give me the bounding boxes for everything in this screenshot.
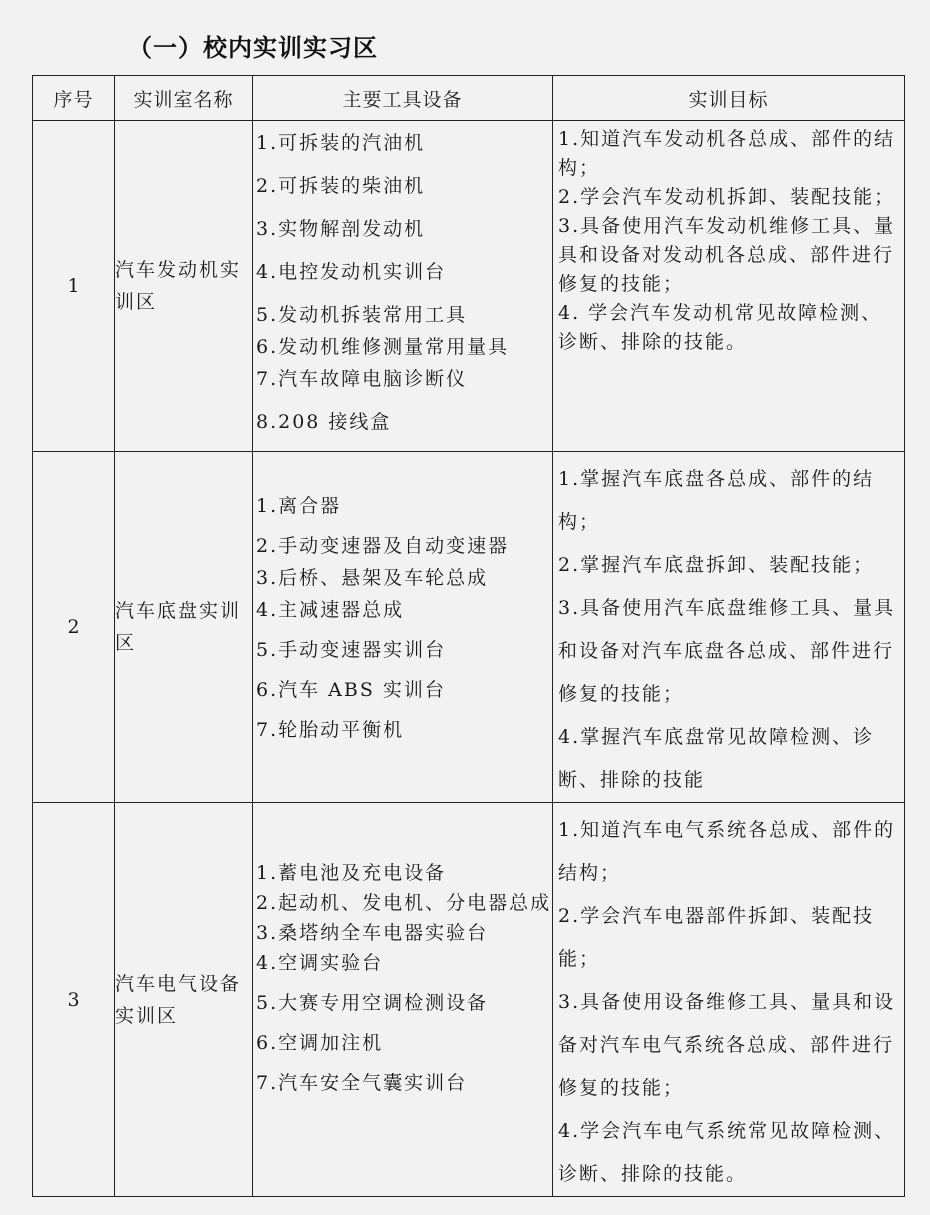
list-item: 1.知道汽车电气系统各总成、部件的结构；: [558, 819, 896, 884]
table-header-row: [33, 76, 905, 121]
list-item: 6.发动机维修测量常用量具: [256, 336, 510, 358]
list-item: 4.主减速器总成: [256, 599, 405, 621]
goals-cell: [553, 452, 905, 803]
list-item: 4.电控发动机实训台: [256, 261, 447, 283]
list-item: 2.起动机、发电机、分电器总成: [256, 892, 552, 914]
list-item: 1.可拆装的汽油机: [256, 132, 426, 154]
section-title: （一）校内实训实习区: [128, 34, 378, 62]
goals-list: [553, 803, 904, 1196]
list-item: 5.大赛专用空调检测设备: [256, 992, 489, 1014]
list-item: 4.空调实验台: [256, 952, 384, 974]
list-item: 6.空调加注机: [256, 1032, 384, 1054]
list-item: 2.学会汽车发动机拆卸、装配技能；: [558, 186, 896, 208]
goals-cell: [553, 121, 905, 452]
list-item: 5.发动机拆装常用工具: [256, 304, 468, 326]
equipment-list: [253, 121, 552, 436]
list-item: 3.后桥、悬架及车轮总成: [256, 567, 489, 589]
list-item: 4.学会汽车电气系统常见故障检测、诊断、排除的技能。: [558, 1120, 896, 1185]
row-index: 3: [33, 803, 115, 1197]
list-item: 7.轮胎动平衡机: [256, 719, 405, 741]
equipment-cell: [253, 452, 553, 803]
room-name: 汽车发动机实训区: [115, 121, 253, 452]
list-item: 2.学会汽车电器部件拆卸、装配技能；: [558, 905, 875, 970]
row-index: 1: [33, 121, 115, 452]
room-name: 汽车电气设备实训区: [115, 803, 253, 1197]
list-item: 7.汽车安全气囊实训台: [256, 1072, 468, 1094]
equipment-cell: [253, 121, 553, 452]
training-facilities-table: [32, 75, 905, 1197]
goals-list: [553, 452, 904, 802]
list-item: 3.具备使用汽车发动机维修工具、量具和设备对发动机各总成、部件进行修复的技能；: [558, 215, 896, 295]
list-item: 3.实物解剖发动机: [256, 218, 426, 240]
header-training-goals: 实训目标: [553, 76, 905, 121]
equipment-list: [253, 803, 552, 1097]
header-main-equipment: 主要工具设备: [253, 76, 553, 121]
list-item: 1.蓄电池及充电设备: [256, 862, 447, 884]
table-row: [33, 452, 905, 803]
goals-list: [553, 121, 904, 357]
list-item: 4.掌握汽车底盘常见故障检测、诊断、排除的技能: [558, 726, 875, 791]
equipment-cell: [253, 803, 553, 1197]
list-item: 1.掌握汽车底盘各总成、部件的结构；: [558, 468, 875, 533]
list-item: 2.手动变速器及自动变速器: [256, 535, 510, 557]
header-index: 序号: [33, 76, 115, 121]
list-item: 4. 学会汽车发动机常见故障检测、诊断、排除的技能。: [558, 302, 883, 353]
goals-cell: [553, 803, 905, 1197]
list-item: 2.可拆装的柴油机: [256, 175, 426, 197]
list-item: 3.具备使用汽车底盘维修工具、量具和设备对汽车底盘各总成、部件进行修复的技能；: [558, 597, 896, 705]
list-item: 7.汽车故障电脑诊断仪: [256, 368, 468, 390]
list-item: 3.桑塔纳全车电器实验台: [256, 922, 489, 944]
list-item: 5.手动变速器实训台: [256, 639, 447, 661]
equipment-list: [253, 452, 552, 744]
list-item: 2.掌握汽车底盘拆卸、装配技能；: [558, 554, 875, 576]
room-name: 汽车底盘实训区: [115, 452, 253, 803]
list-item: 8.208 接线盒: [256, 411, 392, 433]
list-item: 1.知道汽车发动机各总成、部件的结构；: [558, 128, 896, 179]
list-item: 3.具备使用设备维修工具、量具和设备对汽车电气系统各总成、部件进行修复的技能；: [558, 991, 896, 1099]
list-item: 1.离合器: [256, 495, 342, 517]
table-row: [33, 803, 905, 1197]
header-room-name: 实训室名称: [115, 76, 253, 121]
list-item: 6.汽车 ABS 实训台: [256, 679, 446, 701]
row-index: 2: [33, 452, 115, 803]
table-row: [33, 121, 905, 452]
